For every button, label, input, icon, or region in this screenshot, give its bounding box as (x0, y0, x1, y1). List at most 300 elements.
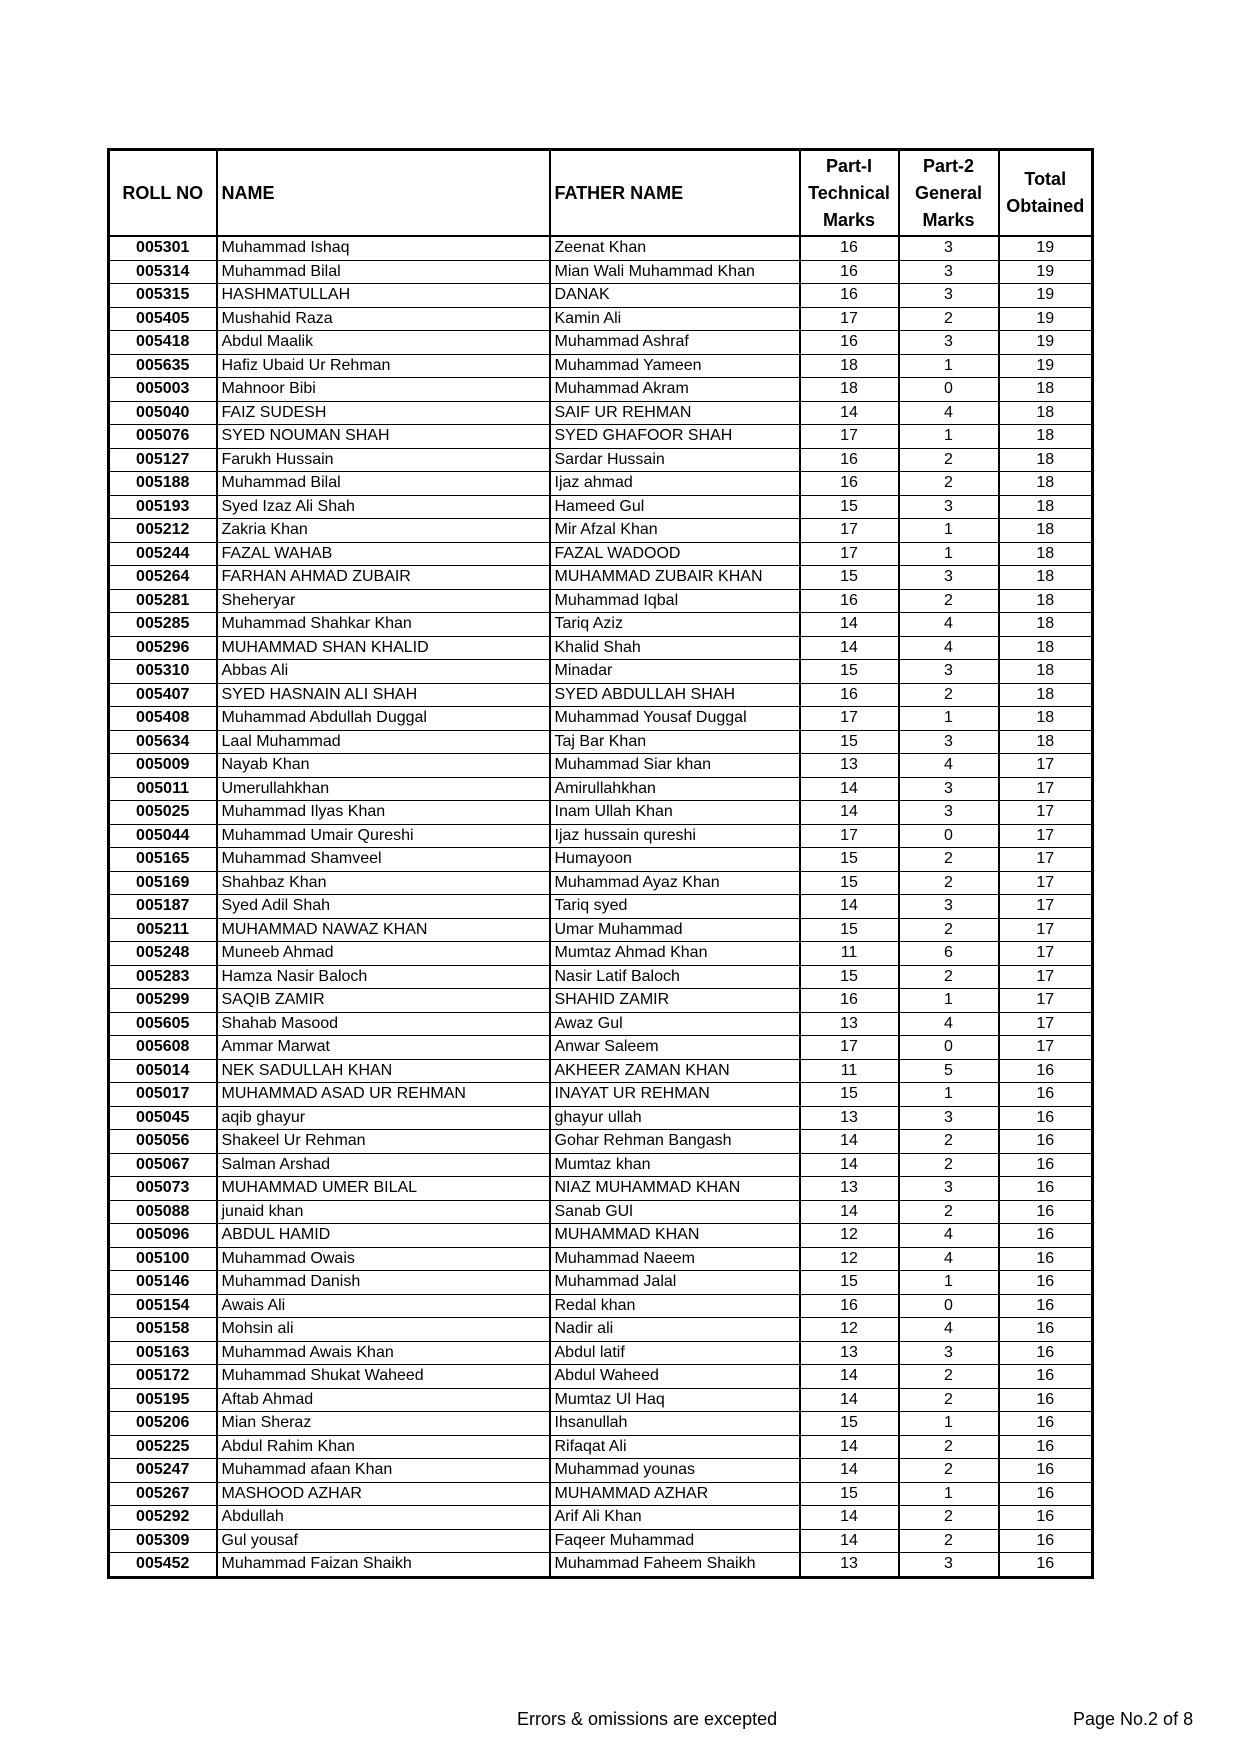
name-cell: MUHAMMAD SHAN KHALID (217, 636, 550, 660)
total-marks-cell: 16 (999, 1294, 1093, 1318)
total-marks-cell: 16 (999, 1529, 1093, 1553)
table-body (109, 236, 1093, 1577)
total-marks-cell: 18 (999, 566, 1093, 590)
part1-marks-cell: 14 (800, 895, 899, 919)
part2-marks-cell: 1 (899, 1482, 999, 1506)
page-number: Page No.2 of 8 (1073, 1709, 1194, 1729)
table-row (109, 354, 1093, 378)
part2-marks-cell: 4 (899, 1012, 999, 1036)
header-line: Marks (822, 209, 876, 230)
part2-marks-cell: 4 (899, 754, 999, 778)
roll-no-cell: 005248 (109, 942, 217, 966)
part2-marks-cell: 2 (899, 871, 999, 895)
total-marks-cell: 17 (999, 848, 1093, 872)
table-row (109, 1459, 1093, 1483)
father-name-cell: Mir Afzal Khan (550, 519, 800, 543)
header-line: Part-I (825, 155, 872, 176)
table-row (109, 707, 1093, 731)
table-row (109, 1271, 1093, 1295)
table-row (109, 519, 1093, 543)
table-row (109, 1553, 1093, 1578)
total-marks-cell: 17 (999, 777, 1093, 801)
part2-marks-cell: 3 (899, 236, 999, 260)
roll-no-cell: 005073 (109, 1177, 217, 1201)
table-row (109, 236, 1093, 260)
part1-marks-cell: 16 (800, 236, 899, 260)
total-marks-cell: 16 (999, 1271, 1093, 1295)
roll-no-cell: 005195 (109, 1388, 217, 1412)
header-part1-technical-marks (800, 150, 899, 237)
father-name-cell: SYED ABDULLAH SHAH (550, 683, 800, 707)
roll-no-cell: 005292 (109, 1506, 217, 1530)
table-row (109, 1177, 1093, 1201)
part1-marks-cell: 17 (800, 307, 899, 331)
total-marks-cell: 19 (999, 354, 1093, 378)
total-marks-cell: 17 (999, 1012, 1093, 1036)
table-row (109, 918, 1093, 942)
part2-marks-cell: 2 (899, 1529, 999, 1553)
part2-marks-cell: 4 (899, 1318, 999, 1342)
total-marks-cell: 19 (999, 307, 1093, 331)
roll-no-cell: 005146 (109, 1271, 217, 1295)
table-row (109, 1529, 1093, 1553)
father-name-cell: Muhammad Yameen (550, 354, 800, 378)
roll-no-cell: 005285 (109, 613, 217, 637)
name-cell: Abdullah (217, 1506, 550, 1530)
part1-marks-cell: 12 (800, 1224, 899, 1248)
name-cell: Salman Arshad (217, 1153, 550, 1177)
part1-marks-cell: 15 (800, 1482, 899, 1506)
name-cell: Awais Ali (217, 1294, 550, 1318)
name-cell: FAIZ SUDESH (217, 401, 550, 425)
father-name-cell: Zeenat Khan (550, 236, 800, 260)
total-marks-cell: 18 (999, 707, 1093, 731)
header-line: General (914, 182, 983, 203)
total-marks-cell: 16 (999, 1153, 1093, 1177)
roll-no-cell: 005045 (109, 1106, 217, 1130)
part2-marks-cell: 2 (899, 918, 999, 942)
father-name-cell: Nasir Latif Baloch (550, 965, 800, 989)
total-marks-cell: 19 (999, 260, 1093, 284)
part2-marks-cell: 3 (899, 331, 999, 355)
total-marks-cell: 18 (999, 613, 1093, 637)
header-row (109, 150, 1093, 237)
name-cell: Ammar Marwat (217, 1036, 550, 1060)
roll-no-cell: 005100 (109, 1247, 217, 1271)
header-line: Total (1024, 169, 1067, 189)
part1-marks-cell: 14 (800, 1459, 899, 1483)
roll-no-cell: 005281 (109, 589, 217, 613)
part2-marks-cell: 2 (899, 1506, 999, 1530)
part2-marks-cell: 4 (899, 1247, 999, 1271)
table-row (109, 425, 1093, 449)
part1-marks-cell: 17 (800, 519, 899, 543)
table-row (109, 683, 1093, 707)
total-marks-cell: 18 (999, 683, 1093, 707)
total-marks-cell: 16 (999, 1482, 1093, 1506)
total-marks-cell: 18 (999, 589, 1093, 613)
part1-marks-cell: 16 (800, 589, 899, 613)
table-row (109, 1083, 1093, 1107)
total-marks-cell: 16 (999, 1200, 1093, 1224)
name-cell: Muhammad Shukat Waheed (217, 1365, 550, 1389)
part1-marks-cell: 13 (800, 1341, 899, 1365)
father-name-cell: Tariq Aziz (550, 613, 800, 637)
roll-no-cell: 005608 (109, 1036, 217, 1060)
part1-marks-cell: 15 (800, 730, 899, 754)
total-marks-cell: 17 (999, 754, 1093, 778)
roll-no-cell: 005096 (109, 1224, 217, 1248)
roll-no-cell: 005040 (109, 401, 217, 425)
table-row (109, 965, 1093, 989)
table-row (109, 801, 1093, 825)
table-row (109, 401, 1093, 425)
table-row (109, 1294, 1093, 1318)
part1-marks-cell: 17 (800, 425, 899, 449)
name-cell: SYED NOUMAN SHAH (217, 425, 550, 449)
table-row (109, 589, 1093, 613)
table-row (109, 542, 1093, 566)
father-name-cell: Ijaz hussain qureshi (550, 824, 800, 848)
part1-marks-cell: 14 (800, 1130, 899, 1154)
table-row (109, 448, 1093, 472)
name-cell: MUHAMMAD ASAD UR REHMAN (217, 1083, 550, 1107)
part2-marks-cell: 5 (899, 1059, 999, 1083)
name-cell: Laal Muhammad (217, 730, 550, 754)
total-marks-cell: 17 (999, 1036, 1093, 1060)
father-name-cell: FAZAL WADOOD (550, 542, 800, 566)
part2-marks-cell: 3 (899, 730, 999, 754)
name-cell: Abdul Maalik (217, 331, 550, 355)
part1-marks-cell: 15 (800, 1271, 899, 1295)
total-marks-cell: 16 (999, 1506, 1093, 1530)
total-marks-cell: 17 (999, 989, 1093, 1013)
roll-no-cell: 005127 (109, 448, 217, 472)
roll-no-cell: 005309 (109, 1529, 217, 1553)
name-cell: Shahbaz Khan (217, 871, 550, 895)
part1-marks-cell: 11 (800, 1059, 899, 1083)
part2-marks-cell: 1 (899, 354, 999, 378)
total-marks-cell: 18 (999, 519, 1093, 543)
part2-marks-cell: 2 (899, 448, 999, 472)
roll-no-cell: 005169 (109, 871, 217, 895)
name-cell: FAZAL WAHAB (217, 542, 550, 566)
roll-no-cell: 005296 (109, 636, 217, 660)
name-cell: Muhammad Ilyas Khan (217, 801, 550, 825)
roll-no-cell: 005212 (109, 519, 217, 543)
total-marks-cell: 18 (999, 448, 1093, 472)
father-name-cell: Muhammad Akram (550, 378, 800, 402)
total-marks-cell: 16 (999, 1224, 1093, 1248)
part1-marks-cell: 15 (800, 1412, 899, 1436)
total-marks-cell: 16 (999, 1412, 1093, 1436)
father-name-cell: Inam Ullah Khan (550, 801, 800, 825)
roll-no-cell: 005605 (109, 1012, 217, 1036)
total-marks-cell: 16 (999, 1435, 1093, 1459)
part1-marks-cell: 14 (800, 1529, 899, 1553)
roll-no-cell: 005211 (109, 918, 217, 942)
name-cell: Mahnoor Bibi (217, 378, 550, 402)
part1-marks-cell: 17 (800, 542, 899, 566)
total-marks-cell: 19 (999, 284, 1093, 308)
name-cell: SYED HASNAIN ALI SHAH (217, 683, 550, 707)
name-cell: Muhammad Shahkar Khan (217, 613, 550, 637)
part2-marks-cell: 0 (899, 824, 999, 848)
part2-marks-cell: 3 (899, 1106, 999, 1130)
name-cell: Hamza Nasir Baloch (217, 965, 550, 989)
part2-marks-cell: 3 (899, 1341, 999, 1365)
part2-marks-cell: 3 (899, 660, 999, 684)
roll-no-cell: 005634 (109, 730, 217, 754)
table-row (109, 989, 1093, 1013)
part2-marks-cell: 1 (899, 707, 999, 731)
father-name-cell: Rifaqat Ali (550, 1435, 800, 1459)
header-line: Marks (922, 209, 975, 230)
roll-no-cell: 005158 (109, 1318, 217, 1342)
table-row (109, 495, 1093, 519)
name-cell: Muhammad Danish (217, 1271, 550, 1295)
total-marks-cell: 16 (999, 1130, 1093, 1154)
name-cell: Gul yousaf (217, 1529, 550, 1553)
name-cell: Shahab Masood (217, 1012, 550, 1036)
name-cell: SAQIB ZAMIR (217, 989, 550, 1013)
roll-no-cell: 005405 (109, 307, 217, 331)
part1-marks-cell: 11 (800, 942, 899, 966)
roll-no-cell: 005003 (109, 378, 217, 402)
father-name-cell: AKHEER ZAMAN KHAN (550, 1059, 800, 1083)
father-name-cell: Sanab GUl (550, 1200, 800, 1224)
father-name-cell: ghayur ullah (550, 1106, 800, 1130)
name-cell: MUHAMMAD UMER BILAL (217, 1177, 550, 1201)
table-row (109, 1506, 1093, 1530)
roll-no-cell: 005418 (109, 331, 217, 355)
total-marks-cell: 16 (999, 1388, 1093, 1412)
part1-marks-cell: 16 (800, 683, 899, 707)
part2-marks-cell: 1 (899, 1412, 999, 1436)
part2-marks-cell: 3 (899, 260, 999, 284)
header-name: NAME (217, 150, 550, 237)
father-name-cell: Muhammad younas (550, 1459, 800, 1483)
table-row (109, 1012, 1093, 1036)
name-cell: Syed Adil Shah (217, 895, 550, 919)
part2-marks-cell: 3 (899, 801, 999, 825)
part1-marks-cell: 13 (800, 1553, 899, 1578)
part2-marks-cell: 1 (899, 1083, 999, 1107)
table-row (109, 260, 1093, 284)
part1-marks-cell: 14 (800, 1365, 899, 1389)
father-name-cell: Arif Ali Khan (550, 1506, 800, 1530)
part2-marks-cell: 2 (899, 589, 999, 613)
father-name-cell: Mumtaz khan (550, 1153, 800, 1177)
part2-marks-cell: 4 (899, 1224, 999, 1248)
part2-marks-cell: 2 (899, 1130, 999, 1154)
father-name-cell: MUHAMMAD KHAN (550, 1224, 800, 1248)
part1-marks-cell: 18 (800, 354, 899, 378)
table-row (109, 566, 1093, 590)
father-name-cell: Muhammad Faheem Shaikh (550, 1553, 800, 1578)
name-cell: Farukh Hussain (217, 448, 550, 472)
part2-marks-cell: 6 (899, 942, 999, 966)
name-cell: Umerullahkhan (217, 777, 550, 801)
table-row (109, 1482, 1093, 1506)
father-name-cell: MUHAMMAD AZHAR (550, 1482, 800, 1506)
roll-no-cell: 005172 (109, 1365, 217, 1389)
table-row (109, 1435, 1093, 1459)
part2-marks-cell: 0 (899, 1036, 999, 1060)
father-name-cell: Kamin Ali (550, 307, 800, 331)
name-cell: MUHAMMAD NAWAZ KHAN (217, 918, 550, 942)
roll-no-cell: 005193 (109, 495, 217, 519)
name-cell: MASHOOD AZHAR (217, 1482, 550, 1506)
table-row (109, 613, 1093, 637)
name-cell: junaid khan (217, 1200, 550, 1224)
part1-marks-cell: 16 (800, 331, 899, 355)
name-cell: HASHMATULLAH (217, 284, 550, 308)
father-name-cell: MUHAMMAD ZUBAIR KHAN (550, 566, 800, 590)
total-marks-cell: 18 (999, 730, 1093, 754)
roll-no-cell: 005264 (109, 566, 217, 590)
roll-no-cell: 005407 (109, 683, 217, 707)
table-row (109, 1059, 1093, 1083)
name-cell: Mushahid Raza (217, 307, 550, 331)
total-marks-cell: 19 (999, 331, 1093, 355)
table-row (109, 307, 1093, 331)
name-cell: Abdul Rahim Khan (217, 1435, 550, 1459)
name-cell: Muhammad Shamveel (217, 848, 550, 872)
roll-no-cell: 005076 (109, 425, 217, 449)
part2-marks-cell: 1 (899, 542, 999, 566)
name-cell: Shakeel Ur Rehman (217, 1130, 550, 1154)
results-table (107, 148, 1094, 1579)
total-marks-cell: 18 (999, 495, 1093, 519)
part1-marks-cell: 16 (800, 260, 899, 284)
part1-marks-cell: 13 (800, 1012, 899, 1036)
father-name-cell: Anwar Saleem (550, 1036, 800, 1060)
father-name-cell: Faqeer Muhammad (550, 1529, 800, 1553)
part2-marks-cell: 2 (899, 848, 999, 872)
part1-marks-cell: 16 (800, 472, 899, 496)
part1-marks-cell: 12 (800, 1318, 899, 1342)
roll-no-cell: 005299 (109, 989, 217, 1013)
father-name-cell: SHAHID ZAMIR (550, 989, 800, 1013)
total-marks-cell: 17 (999, 895, 1093, 919)
total-marks-cell: 16 (999, 1083, 1093, 1107)
part1-marks-cell: 15 (800, 965, 899, 989)
roll-no-cell: 005017 (109, 1083, 217, 1107)
part1-marks-cell: 15 (800, 1083, 899, 1107)
father-name-cell: Nadir ali (550, 1318, 800, 1342)
father-name-cell: Awaz Gul (550, 1012, 800, 1036)
name-cell: Syed Izaz Ali Shah (217, 495, 550, 519)
name-cell: Sheheryar (217, 589, 550, 613)
roll-no-cell: 005408 (109, 707, 217, 731)
part1-marks-cell: 15 (800, 871, 899, 895)
roll-no-cell: 005225 (109, 1435, 217, 1459)
total-marks-cell: 18 (999, 542, 1093, 566)
father-name-cell: Mian Wali Muhammad Khan (550, 260, 800, 284)
name-cell: Muhammad afaan Khan (217, 1459, 550, 1483)
part1-marks-cell: 14 (800, 777, 899, 801)
name-cell: NEK SADULLAH KHAN (217, 1059, 550, 1083)
roll-no-cell: 005301 (109, 236, 217, 260)
name-cell: Muhammad Abdullah Duggal (217, 707, 550, 731)
roll-no-cell: 005154 (109, 1294, 217, 1318)
part1-marks-cell: 14 (800, 401, 899, 425)
name-cell: Mohsin ali (217, 1318, 550, 1342)
part2-marks-cell: 2 (899, 472, 999, 496)
total-marks-cell: 16 (999, 1059, 1093, 1083)
table-row (109, 378, 1093, 402)
table-row (109, 1247, 1093, 1271)
part2-marks-cell: 1 (899, 519, 999, 543)
table-row (109, 1412, 1093, 1436)
table-row (109, 636, 1093, 660)
header-part2-general-marks (899, 150, 999, 237)
roll-no-cell: 005187 (109, 895, 217, 919)
part1-marks-cell: 17 (800, 824, 899, 848)
part2-marks-cell: 3 (899, 777, 999, 801)
part1-marks-cell: 17 (800, 1036, 899, 1060)
part1-marks-cell: 15 (800, 660, 899, 684)
name-cell: Muhammad Awais Khan (217, 1341, 550, 1365)
father-name-cell: Khalid Shah (550, 636, 800, 660)
table-row (109, 871, 1093, 895)
total-marks-cell: 18 (999, 636, 1093, 660)
total-marks-cell: 16 (999, 1365, 1093, 1389)
total-marks-cell: 16 (999, 1459, 1093, 1483)
part2-marks-cell: 4 (899, 636, 999, 660)
part2-marks-cell: 0 (899, 1294, 999, 1318)
total-marks-cell: 17 (999, 942, 1093, 966)
header-father-name: FATHER NAME (550, 150, 800, 237)
part1-marks-cell: 14 (800, 636, 899, 660)
part2-marks-cell: 1 (899, 989, 999, 1013)
name-cell: Muhammad Bilal (217, 260, 550, 284)
roll-no-cell: 005011 (109, 777, 217, 801)
name-cell: Zakria Khan (217, 519, 550, 543)
header-line: Part-2 (922, 155, 975, 176)
father-name-cell: Abdul Waheed (550, 1365, 800, 1389)
name-cell: Muhammad Bilal (217, 472, 550, 496)
part1-marks-cell: 16 (800, 284, 899, 308)
name-cell: aqib ghayur (217, 1106, 550, 1130)
part2-marks-cell: 3 (899, 284, 999, 308)
table-row (109, 1318, 1093, 1342)
roll-no-cell: 005206 (109, 1412, 217, 1436)
father-name-cell: Tariq syed (550, 895, 800, 919)
part1-marks-cell: 15 (800, 495, 899, 519)
part1-marks-cell: 12 (800, 1247, 899, 1271)
part2-marks-cell: 3 (899, 495, 999, 519)
table-row (109, 1130, 1093, 1154)
table-row (109, 777, 1093, 801)
table-row (109, 848, 1093, 872)
roll-no-cell: 005056 (109, 1130, 217, 1154)
father-name-cell: Ihsanullah (550, 1412, 800, 1436)
father-name-cell: Taj Bar Khan (550, 730, 800, 754)
roll-no-cell: 005025 (109, 801, 217, 825)
roll-no-cell: 005165 (109, 848, 217, 872)
name-cell: FARHAN AHMAD ZUBAIR (217, 566, 550, 590)
part1-marks-cell: 14 (800, 1388, 899, 1412)
table-row (109, 895, 1093, 919)
total-marks-cell: 17 (999, 965, 1093, 989)
name-cell: Muhammad Faizan Shaikh (217, 1553, 550, 1578)
father-name-cell: DANAK (550, 284, 800, 308)
father-name-cell: INAYAT UR REHMAN (550, 1083, 800, 1107)
part1-marks-cell: 16 (800, 1294, 899, 1318)
table-row (109, 1106, 1093, 1130)
